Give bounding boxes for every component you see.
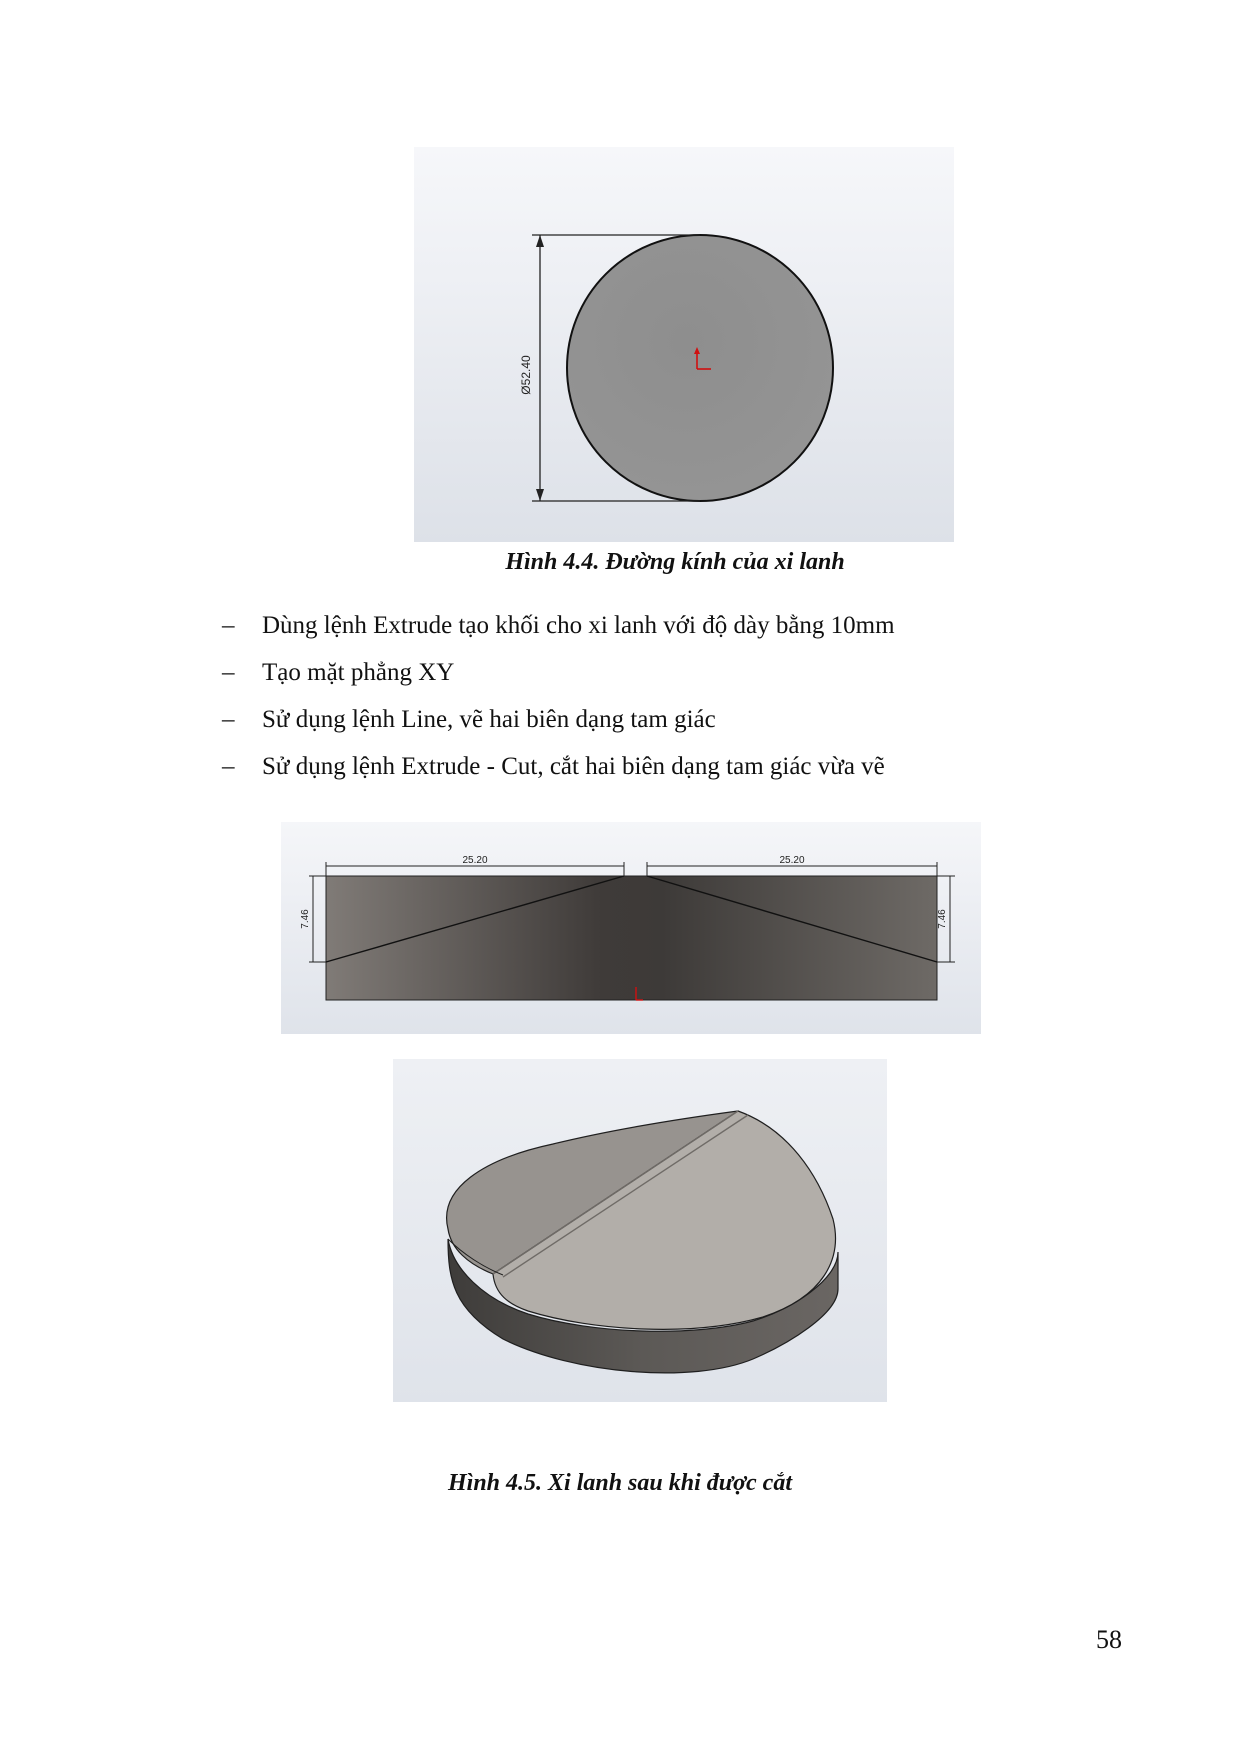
cylinder-profile-circle	[567, 235, 833, 501]
dim-left-width: 25.20	[462, 855, 488, 866]
figure-cut-cylinder-3d	[393, 1059, 887, 1402]
dim-right-height: 7.46	[937, 909, 948, 929]
list-item-text: Tạo mặt phẳng XY	[262, 659, 455, 686]
bullet-dash: –	[222, 659, 235, 686]
list-item	[222, 653, 895, 700]
dim-left-height: 7.46	[300, 909, 311, 929]
figure-side-view-triangles	[281, 822, 981, 1034]
instruction-list	[222, 606, 895, 794]
bullet-dash: –	[222, 706, 235, 733]
dim-right-width: 25.20	[779, 855, 805, 866]
list-item-text: Sử dụng lệnh Line, vẽ hai biên dạng tam giác	[262, 706, 716, 733]
list-item	[222, 606, 895, 653]
cylinder-side-body	[326, 876, 937, 1000]
figure-4-4-caption: Hình 4.4. Đường kính của xi lanh	[505, 549, 845, 575]
figure-cylinder-diameter	[414, 147, 954, 542]
bullet-dash: –	[222, 612, 235, 639]
page-number: 58	[1096, 1625, 1122, 1654]
list-item	[222, 700, 895, 747]
list-item-text: Sử dụng lệnh Extrude - Cut, cắt hai biên dạng tam giác vừa vẽ	[262, 753, 885, 780]
figure-4-5-caption: Hình 4.5. Xi lanh sau khi được cắt	[447, 1470, 792, 1496]
diameter-label: Ø52.40	[519, 355, 533, 395]
bullet-dash: –	[222, 753, 235, 780]
list-item	[222, 747, 895, 794]
list-item-text: Dùng lệnh Extrude tạo khối cho xi lanh với độ dày bằng 10mm	[262, 612, 895, 639]
